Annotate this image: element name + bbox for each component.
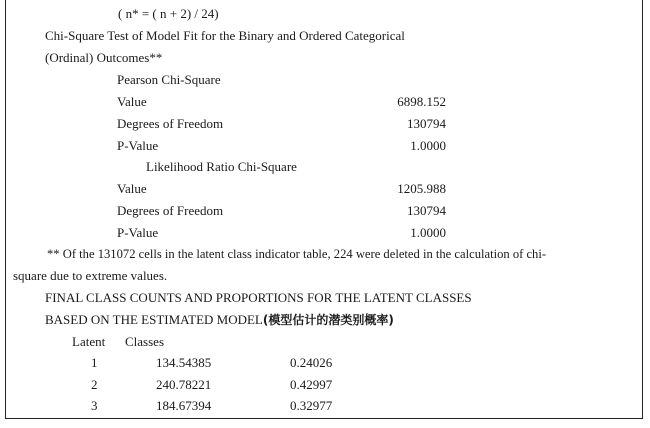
pearson-df-value: 130794 (407, 116, 446, 131)
class-row-count: 134.54385 (156, 355, 212, 370)
final-class-heading-line2 (45, 312, 394, 328)
chi-square-title-line1: Chi-Square Test of Model Fit for the Binary and Ordered Categorical (45, 28, 405, 43)
likelihood-value: 1205.988 (397, 181, 446, 196)
likelihood-df-value: 130794 (407, 203, 446, 218)
pearson-pvalue: 1.0000 (410, 138, 446, 153)
footnote-line1: ** Of the 131072 cells in the latent class indicator table, 224 were deleted in the calculation of chi- (47, 247, 547, 261)
chi-square-title-line2: (Ordinal) Outcomes** (45, 50, 163, 65)
formula-line: ( n* = ( n + 2) / 24) (118, 6, 219, 21)
column-header-classes: Classes (125, 334, 164, 349)
final-class-heading-line1: FINAL CLASS COUNTS AND PROPORTIONS FOR THE LATENT CLASSES (45, 290, 472, 305)
pearson-value-label: Value (117, 94, 147, 109)
class-row-id: 2 (91, 377, 98, 392)
final-class-heading-text: BASED ON THE ESTIMATED MODEL (45, 312, 263, 327)
class-row-id: 3 (91, 398, 98, 413)
pearson-df-label: Degrees of Freedom (117, 116, 224, 131)
class-row-count: 184.67394 (156, 398, 212, 413)
class-row-proportion: 0.42997 (290, 377, 333, 392)
final-class-heading-chinese: (模型估计的潜类别概率) (262, 313, 394, 327)
class-row-count: 240.78221 (156, 377, 212, 392)
likelihood-pvalue-label: P-Value (117, 225, 159, 240)
likelihood-value-label: Value (117, 181, 147, 196)
likelihood-heading: Likelihood Ratio Chi-Square (146, 159, 297, 174)
pearson-value: 6898.152 (397, 94, 446, 109)
class-row-proportion: 0.24026 (290, 355, 333, 370)
column-header-latent: Latent (72, 334, 106, 349)
footnote-line2: square due to extreme values. (13, 268, 168, 283)
pearson-heading: Pearson Chi-Square (117, 72, 221, 87)
likelihood-pvalue: 1.0000 (410, 225, 446, 240)
pearson-pvalue-label: P-Value (117, 138, 159, 153)
likelihood-df-label: Degrees of Freedom (117, 203, 224, 218)
class-row-proportion: 0.32977 (290, 398, 333, 413)
class-row-id: 1 (91, 355, 98, 370)
